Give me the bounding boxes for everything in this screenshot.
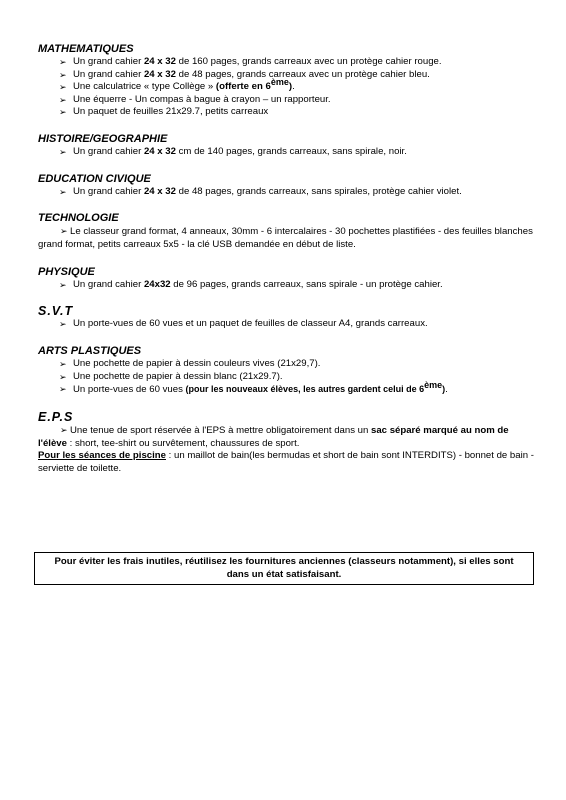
svt-list [38, 318, 534, 331]
arrow-bullet-icon: ➢ [59, 69, 67, 80]
section-title-svt: S.V.T [38, 304, 74, 319]
arrow-bullet-icon: ➢ [59, 94, 67, 105]
arrow-bullet-icon: ➢ [60, 226, 68, 237]
notice-box [34, 552, 534, 585]
arts-list [38, 358, 534, 397]
histoire-list [38, 146, 534, 159]
list-item: ➢ Un porte-vues de 60 vues et un paquet de feuilles de classeur A4, grands carreaux. [59, 318, 428, 330]
notice-line-1: Pour éviter les frais inutiles, réutilisez les fournitures anciennes (classeurs notamment), si elles sont [54, 556, 514, 567]
list-item: ➢ Une équerre - Un compas à bague à crayon – un rapporteur. [59, 93, 331, 105]
list-item: ➢ Un grand cahier 24 x 32 de 48 pages, grands carreaux, sans spirales, protège cahier violet. [59, 185, 462, 197]
notice-line-2: dans un état satisfaisant. [226, 569, 342, 580]
arrow-bullet-icon: ➢ [59, 358, 67, 369]
list-item: ➢ Un porte-vues de 60 vues (pour les nouveaux élèves, les autres gardent celui de 6ème). [59, 379, 448, 396]
arrow-bullet-icon: ➢ [59, 371, 67, 382]
arrow-bullet-icon: ➢ [59, 107, 67, 118]
arrow-bullet-icon: ➢ [59, 146, 67, 157]
section-title-math: MATHEMATIQUES [38, 43, 134, 55]
list-item: ➢ Un grand cahier 24 x 32 cm de 140 pages, grands carreaux, sans spirale, noir. [59, 145, 407, 157]
eps-paragraph-2: Pour les séances de piscine : un maillot de bain(les bermudas et short de bain sont INTERDITS) - bonnet de bain - serviette de toilette. [38, 450, 534, 475]
list-item: ➢ Une calculatrice « type Collège » (offerte en 6ème). [59, 77, 295, 93]
arrow-bullet-icon: ➢ [59, 57, 67, 67]
section-title-physique: PHYSIQUE [38, 265, 95, 278]
section-title-techno: TECHNOLOGIE [38, 212, 119, 225]
section-title-civique: EDUCATION CIVIQUE [38, 172, 151, 185]
list-item: ➢ Un paquet de feuilles 21x29.7, petits carreaux [59, 106, 269, 118]
section-title-arts: ARTS PLASTIQUES [38, 344, 142, 357]
arrow-bullet-icon: ➢ [59, 384, 67, 395]
supply-list [38, 42, 534, 476]
arrow-bullet-icon: ➢ [59, 279, 67, 290]
techno-paragraph: ➢ Le classeur grand format, 4 anneaux, 30mm - 6 intercalaires - 30 pochettes plastifiées - des feuilles blanches grand format, petits carreaux 5x5 - la clé USB demandée en début de liste. [38, 226, 533, 250]
arrow-bullet-icon: ➢ [60, 424, 68, 435]
list-item: ➢ Une pochette de papier à dessin couleurs vives (21x29,7). [59, 357, 321, 369]
arrow-bullet-icon: ➢ [59, 186, 67, 197]
list-item: ➢ Une pochette de papier à dessin blanc (21x29.7). [59, 370, 283, 382]
eps-paragraph-1: ➢ Une tenue de sport réservée à l'EPS à mettre obligatoirement dans un sac séparé marqué au nom de l'élève : short, tee-shirt ou survêtement, chaussures de sport. [38, 424, 509, 449]
section-title-eps: E.P.S [38, 409, 74, 424]
arrow-bullet-icon: ➢ [59, 319, 67, 330]
arrow-bullet-icon: ➢ [59, 82, 67, 93]
list-item: ➢ Un grand cahier 24x32 de 96 pages, grands carreaux, sans spirale - un protège cahier. [59, 278, 443, 290]
list-item: ➢ Un grand cahier 24 x 32 de 48 pages, grands carreaux avec un protège cahier bleu. [59, 68, 430, 80]
list-item: ➢ Un grand cahier 24 x 32 de 160 pages, grands carreaux avec un protège cahier rouge. [59, 56, 442, 67]
section-title-histoire: HISTOIRE/GEOGRAPHIE [38, 132, 168, 145]
math-list [38, 56, 534, 119]
physique-list [38, 279, 534, 292]
civique-list [38, 186, 534, 199]
